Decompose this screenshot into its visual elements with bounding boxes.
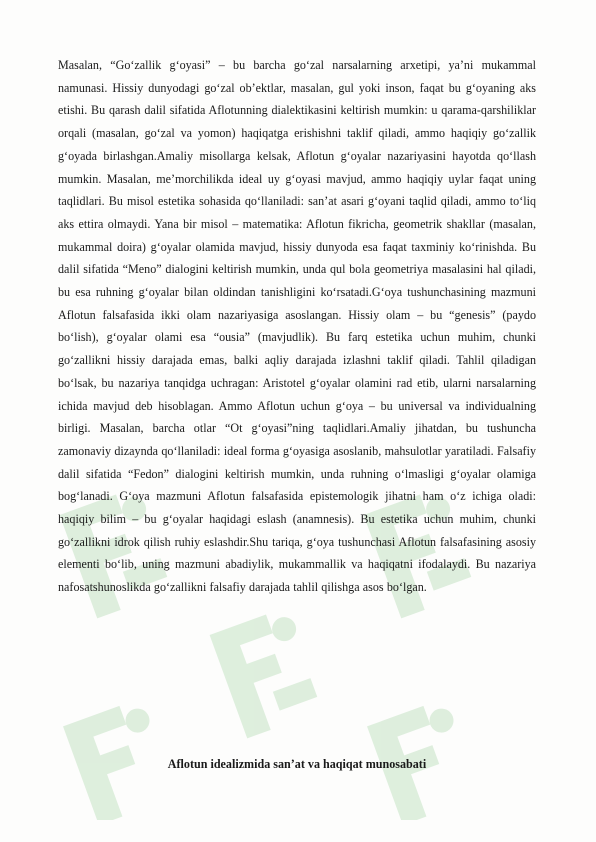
section-heading: Aflotun idealizmida san’at va haqiqat munosabati [167,757,427,771]
body-paragraph: Masalan, “Go‘zallik g‘oyasi” – bu barcha go‘zal narsalarning arxetipi, ya’ni mukammal namunasi. Hissiy dunyodagi go‘zal ob’ektlar, masalan, gul yoki inson, faqat bu g‘oyaning aks etishi. Bu qarash dalil sifatida Aflotunning dialektikasini keltirish mumkin: u qarama-qarshiliklar orqali (masalan, go‘zal va yomon) haqiqatga erishishni taklif qiladi, ammo haqiqiy go‘zallik g‘oyada birlashgan.Amaliy misollarga kelsak, Aflotun g‘oyalar nazariyasini hayotda qo‘llash mumkin. Masalan, me’morchilikda ideal uy g‘oyasi mavjud, ammo haqiqiy uylar faqat uning taqlidlari. Bu misol estetika sohasida qo‘llaniladi: san’at asari g‘oyani taqlid qiladi, ammo to‘liq aks ettira olmaydi. Yana bir misol – matematika: Aflotun fikricha, geometrik shakllar (masalan, mukammal doira) g‘oyalar olamida mavjud, hissiy dunyoda esa faqat taxminiy ko‘rinishda. Bu dalil sifatida “Meno” dialogini keltirish mumkin, unda qul bola geometriya masalasini hal qiladi, bu esa ruhning g‘oyalar bilan oldindan tanishligini ko‘rsatadi.G‘oya tushunchasining mazmuni Aflotun falsafasida ikki olam nazariyasiga asoslangan. Hissiy olam – bu “genesis” (paydo bo‘lish), g‘oyalar olami esa “ousia” (mavjudlik). Bu farq estetika uchun muhim, chunki go‘zallikni hissiy darajada emas, balki aqliy darajada izlashni taklif qiladi. Tahlil qiladigan bo‘lsak, bu nazariya tanqidga uchragan: Aristotel g‘oyalar olamini rad etib, ularni narsalarning ichida mavjud deb hisoblagan. Ammo Aflotun uchun g‘oya – bu universal va individualning birligi. Masalan, barcha otlar “Ot g‘oyasi”ning taqlidlari.Amaliy jihatdan, bu tushuncha zamonaviy dizaynda qo‘llaniladi: ideal forma g‘oyasiga asoslanib, mahsulotlar yaratiladi. Falsafiy dalil sifatida “Fedon” dialogini keltirish mumkin, unda ruhning o‘lmasligi g‘oyalar olamiga bog‘lanadi. G‘oya mazmuni Aflotun falsafasida epistemologik jihatni ham o‘z ichiga oladi: haqiqiy bilim – bu g‘oyalar haqidagi eslash (anamnesis). Bu estetika uchun muhim, chunki go‘zallikni idrok qilish ruhiy eslashdir.Shu tariqa, g‘oya tushunchasi Aflotun falsafasining asosiy elementi bo‘lib, uning mazmuni abadiylik, mukammallik va haqiqatni ifodalaydi. Bu nazariya nafosatshunoslikda go‘zallikni falsafiy darajada tahlil qilishga asos bo‘lgan. [58,58,536,595]
watermark-logo-icon [206,598,326,748]
watermark-logo-icon [360,690,480,820]
watermark-logo-icon [56,690,176,820]
